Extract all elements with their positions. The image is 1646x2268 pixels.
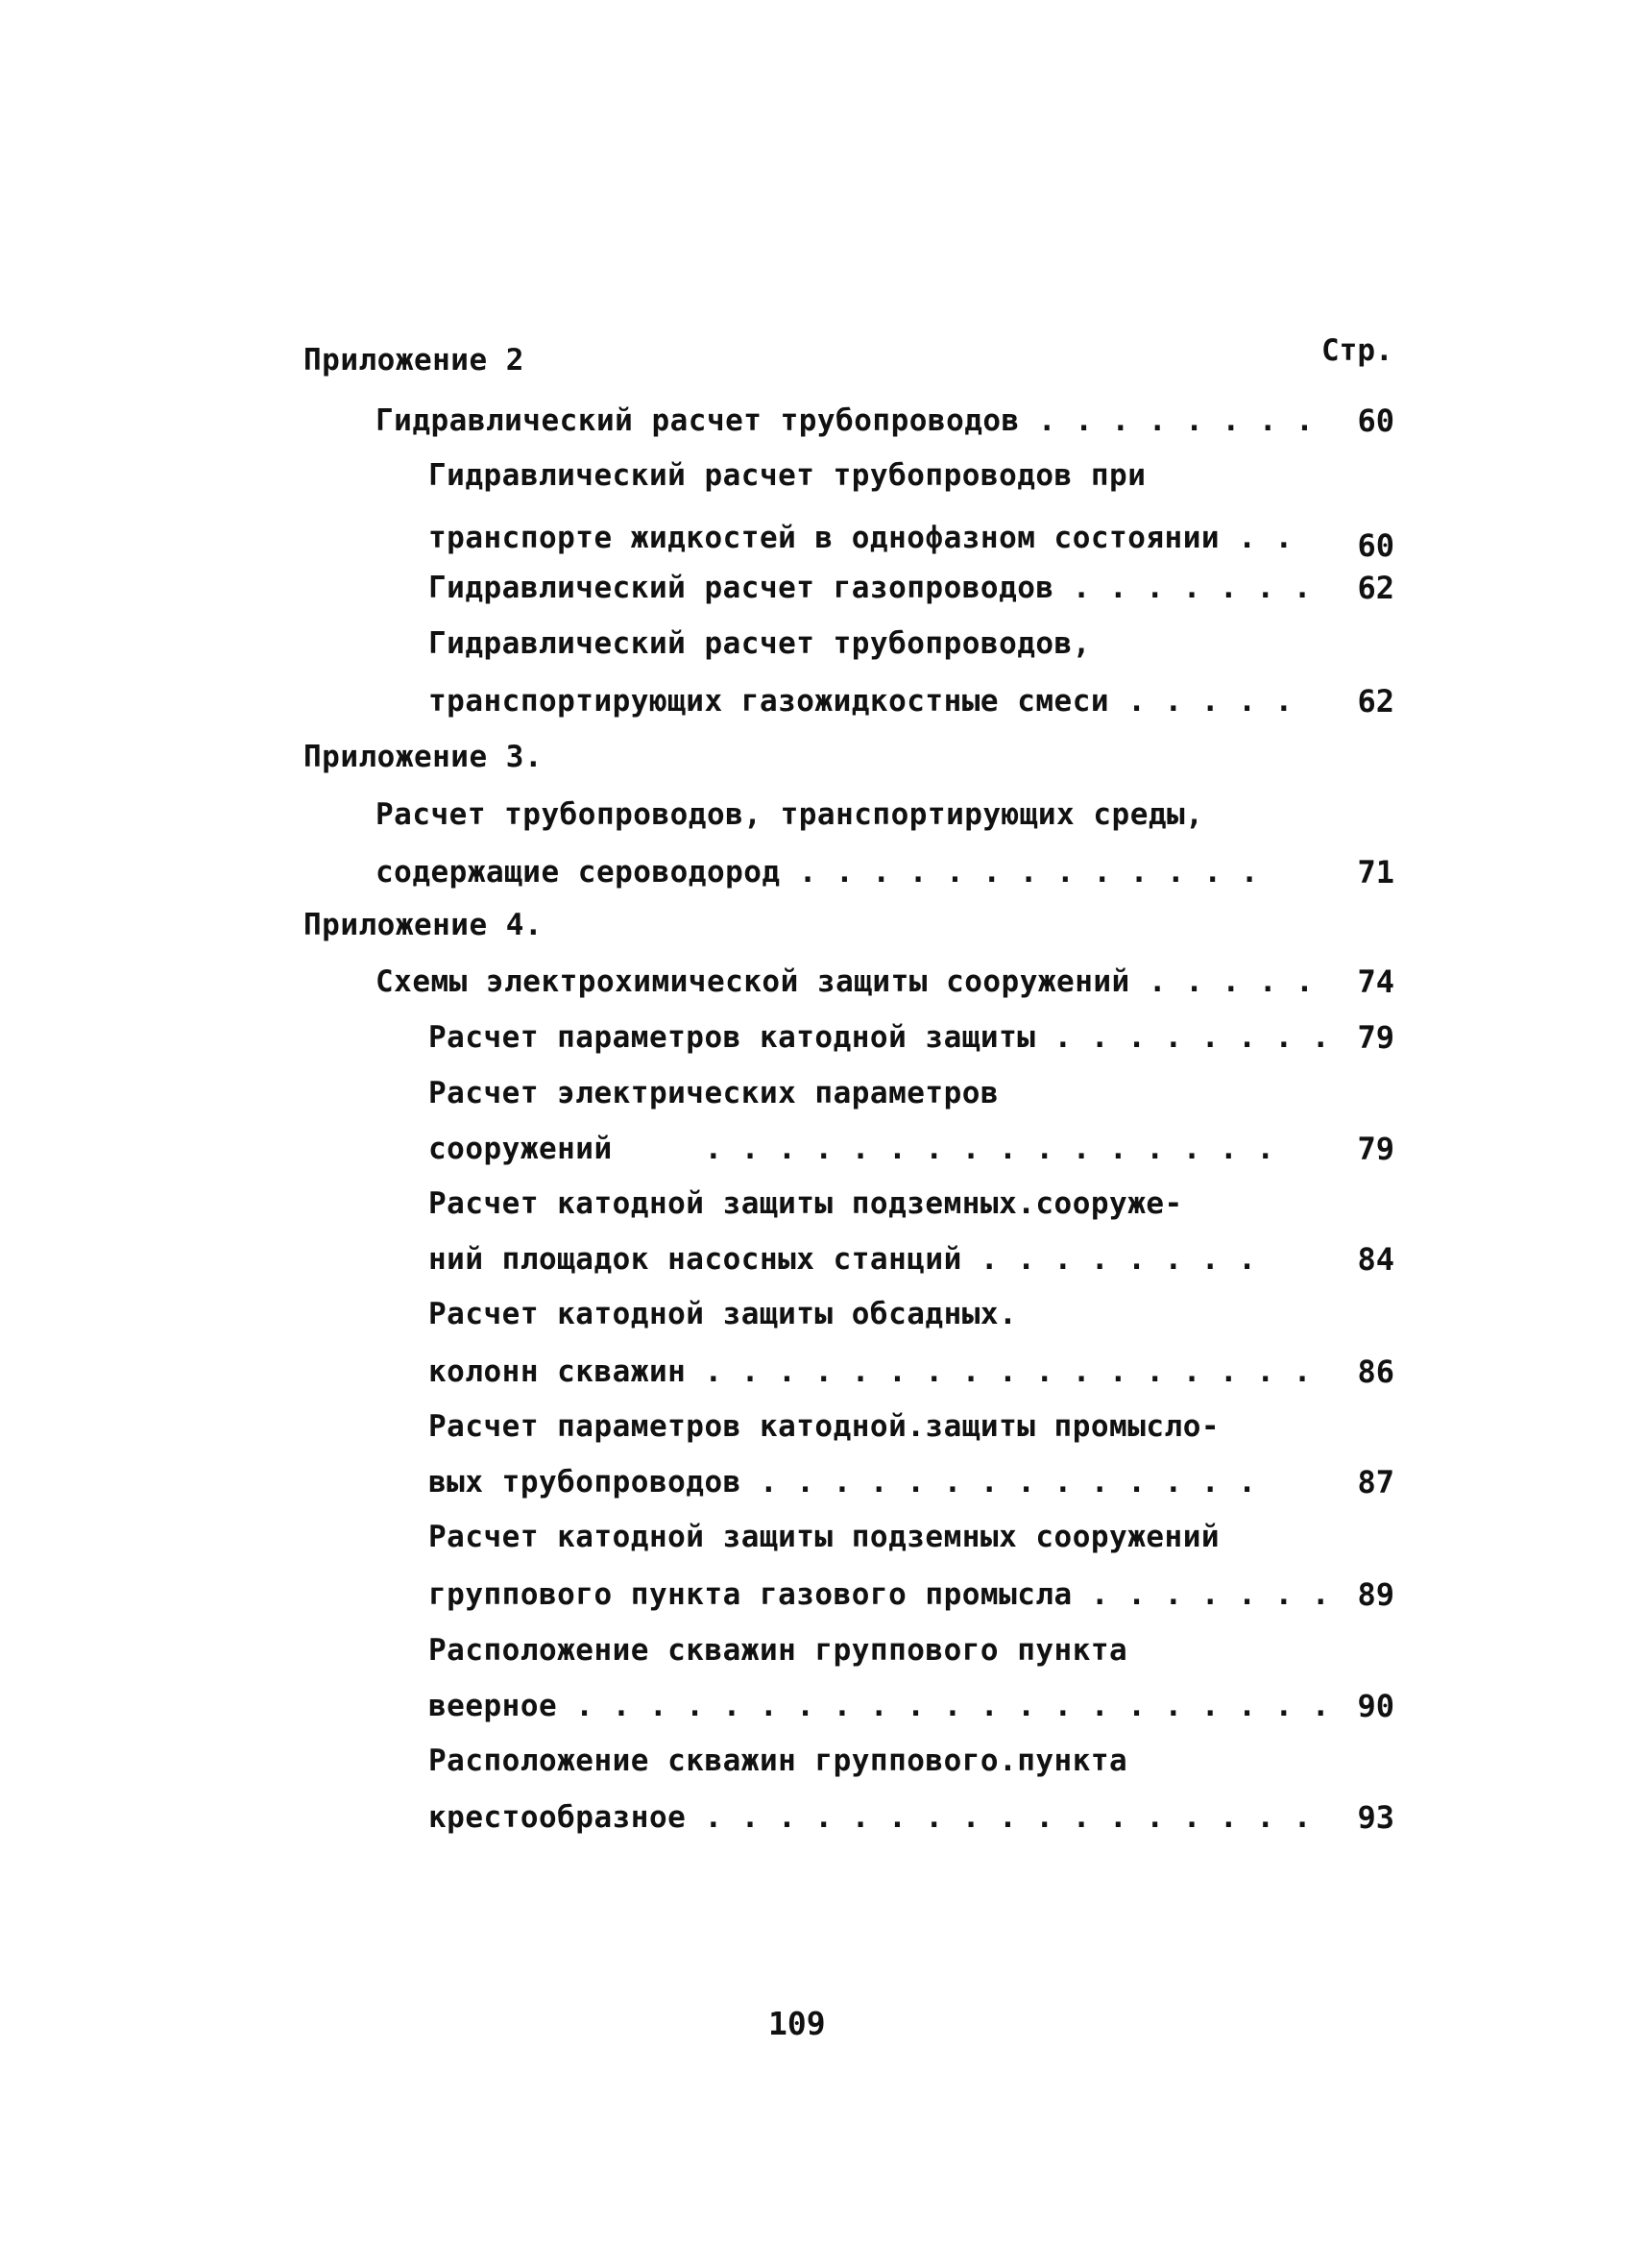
toc-appendix-heading: Приложение 2	[303, 343, 524, 378]
toc-entry: сооружений . . . . . . . . . . . . . . . .	[428, 1132, 1275, 1166]
toc-entry: Расчет параметров катодной.защиты промысло-	[428, 1409, 1221, 1444]
toc-entry: веерное . . . . . . . . . . . . . . . . . . . . .	[428, 1689, 1331, 1723]
toc-entry: крестообразное . . . . . . . . . . . . . . . . .	[428, 1800, 1312, 1835]
toc-page-number: 62	[1357, 570, 1394, 606]
toc-page-number: 89	[1357, 1576, 1394, 1613]
toc-page-number: 86	[1357, 1353, 1394, 1390]
toc-page-number: 60	[1357, 527, 1394, 564]
toc-page-number: 71	[1357, 854, 1394, 890]
toc-entry: Расчет катодной защиты подземных сооружений	[428, 1520, 1221, 1554]
toc-entry: Гидравлический расчет газопроводов . . . . . . .	[428, 571, 1312, 605]
toc-entry: группового пункта газового промысла . . . . . . .	[428, 1577, 1331, 1612]
toc-entry: Расположение скважин группового.пункта	[428, 1744, 1128, 1778]
toc-entry: Расчет катодной защиты подземных.сооруже-	[428, 1186, 1183, 1221]
toc-appendix-heading: Приложение 4.	[303, 908, 544, 942]
toc-entry: вых трубопроводов . . . . . . . . . . . . . .	[428, 1465, 1257, 1500]
toc-page-number: 79	[1357, 1131, 1394, 1167]
toc-page-number: 60	[1357, 402, 1394, 439]
toc-page-number: 84	[1357, 1241, 1394, 1278]
toc-entry: ний площадок насосных станций . . . . . . . .	[428, 1242, 1257, 1277]
toc-entry: Схемы электрохимической защиты сооружений . . . . .	[375, 964, 1315, 999]
toc-entry: Гидравлический расчет трубопроводов,	[428, 626, 1091, 661]
toc-page-number: 74	[1357, 963, 1394, 1000]
toc-entry: Гидравлический расчет трубопроводов при	[428, 458, 1147, 493]
page-folio-number: 109	[768, 2005, 826, 2042]
toc-entry: транспортирующих газожидкостные смеси . . . . .	[428, 684, 1294, 719]
toc-entry: транспорте жидкостей в однофазном состоянии . .	[428, 521, 1294, 555]
toc-page-number: 93	[1357, 1799, 1394, 1836]
toc-entry: Расчет трубопроводов, транспортирующих среды,	[375, 797, 1204, 832]
toc-entry: Гидравлический расчет трубопроводов . . . . . . . .	[375, 403, 1315, 438]
toc-entry: Расположение скважин группового пункта	[428, 1633, 1128, 1668]
toc-page-number: 62	[1357, 683, 1394, 719]
toc-entry: Расчет электрических параметров	[428, 1076, 1000, 1110]
toc-entry: содержащие сероводород . . . . . . . . . . . . .	[375, 855, 1259, 890]
toc-entry: Расчет катодной защиты обсадных.	[428, 1297, 1018, 1331]
toc-entry: Расчет параметров катодной защиты . . . . . . . .	[428, 1020, 1331, 1055]
toc-page-number: 90	[1357, 1688, 1394, 1724]
toc-page-number: 79	[1357, 1019, 1394, 1056]
toc-entry: колонн скважин . . . . . . . . . . . . . . . . .	[428, 1354, 1312, 1389]
toc-page-number: 87	[1357, 1464, 1394, 1500]
page-column-header: Стр.	[1321, 333, 1393, 368]
toc-appendix-heading: Приложение 3.	[303, 740, 544, 774]
